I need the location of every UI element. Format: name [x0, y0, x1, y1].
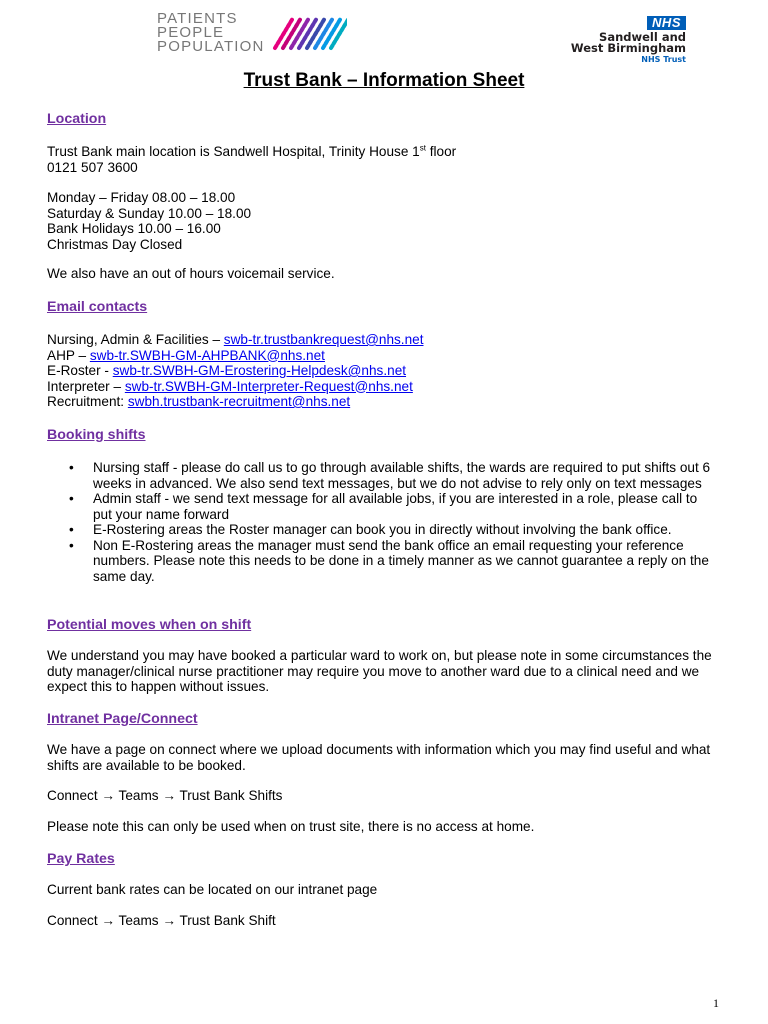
phone-number: 0121 507 3600 — [47, 159, 138, 175]
trust-name-line-1: Sandwell and — [599, 30, 686, 44]
trust-name — [571, 32, 686, 54]
logo-line-3: POPULATION — [157, 38, 265, 55]
voicemail-text: We also have an out of hours voicemail service. — [47, 266, 335, 281]
email-contact-row — [47, 394, 727, 410]
heading-potential-moves: Potential moves when on shift — [47, 617, 252, 633]
location-line — [47, 144, 727, 160]
list-item: • E-Rostering areas the Roster manager can book you in directly without involving the bank office. — [47, 522, 717, 538]
list-item: • Nursing staff - please do call us to go through available shifts, the wards are required to put shifts out 6 weeks in advanced. We also send text messages, but we do not advise to rely only on text messages — [47, 460, 717, 491]
nhs-badge: NHS — [647, 16, 686, 30]
intranet-text: We have a page on connect where we upload documents with information which you may find useful and what shifts are available to be booked. — [47, 742, 711, 773]
heading-pay-rates: Pay Rates — [47, 851, 115, 867]
contact-label: Recruitment: — [47, 394, 128, 409]
intranet-path: Connect → Teams → Trust Bank Shifts — [47, 788, 283, 803]
intranet-note: Please note this can only be used when on trust site, there is no access at home. — [47, 819, 535, 834]
contact-label: Nursing, Admin & Facilities – — [47, 332, 224, 347]
page-title: Trust Bank – Information Sheet — [243, 70, 525, 91]
hours-line: Monday – Friday 08.00 – 18.00 — [47, 190, 236, 205]
heading-intranet: Intranet Page/Connect — [47, 711, 198, 727]
nhs-trust-logo — [535, 14, 690, 62]
list-item: • Non E-Rostering areas the manager must send the bank office an email requesting your reference numbers. Please note this needs to be done in a timely manner as we cannot guarantee a reply on the same day. — [47, 538, 717, 585]
trust-name-line-2: West Birmingham — [570, 41, 686, 55]
location-text: Trust Bank main location is Sandwell Hospital, Trinity House 1 — [47, 144, 420, 159]
email-contact-row — [47, 363, 727, 379]
trust-subtitle: NHS Trust — [641, 55, 686, 64]
logo-line-2: PEOPLE — [157, 24, 225, 41]
pay-text: Current bank rates can be located on our intranet page — [47, 882, 378, 897]
patients-people-population-logo — [157, 12, 337, 60]
email-link[interactable]: swb-tr.SWBH-GM-Interpreter-Request@nhs.net — [124, 378, 413, 394]
opening-hours — [47, 190, 727, 252]
hours-line: Christmas Day Closed — [47, 236, 183, 252]
location-sup: st — [419, 143, 426, 153]
contact-label: E-Roster - — [47, 363, 113, 378]
location-text-end: floor — [425, 144, 457, 159]
heading-booking-shifts: Booking shifts — [47, 427, 146, 443]
contact-label: AHP – — [47, 347, 90, 363]
email-contact-row — [47, 332, 727, 348]
hours-line: Saturday & Sunday 10.00 – 18.00 — [47, 205, 252, 221]
location-block — [47, 144, 727, 175]
email-link[interactable]: swb-tr.SWBH-GM-Erostering-Helpdesk@nhs.net — [112, 363, 407, 378]
hours-line: Bank Holidays 10.00 – 16.00 — [47, 221, 221, 236]
heading-location: Location — [47, 111, 107, 127]
heading-email-contacts: Email contacts — [47, 299, 148, 315]
contact-label: Interpreter – — [47, 378, 125, 394]
list-item: • Admin staff - we send text message for all available jobs, if you are interested in a role, please call to put your name forward — [47, 491, 717, 522]
email-contacts-list — [47, 332, 727, 410]
page-number: 1 — [713, 996, 719, 1010]
pay-path: Connect → Teams → Trust Bank Shift — [47, 913, 276, 928]
email-link[interactable]: swb-tr.trustbankrequest@nhs.net — [223, 332, 424, 347]
logo-stripes-icon — [267, 14, 347, 54]
logo-text — [157, 12, 265, 54]
email-contact-row — [47, 379, 727, 395]
booking-list — [47, 460, 717, 584]
email-contact-row — [47, 348, 727, 364]
email-link[interactable]: swbh.trustbank-recruitment@nhs.net — [127, 394, 351, 409]
moves-text: We understand you may have booked a particular ward to work on, but please note in some circumstances the duty manager/clinical nurse practitioner may require you move to another ward due to a clinical need and we expect this to happen without issues. — [47, 648, 712, 694]
email-link[interactable]: swb-tr.SWBH-GM-AHPBANK@nhs.net — [89, 347, 325, 363]
logo-line-1: PATIENTS — [157, 10, 238, 27]
